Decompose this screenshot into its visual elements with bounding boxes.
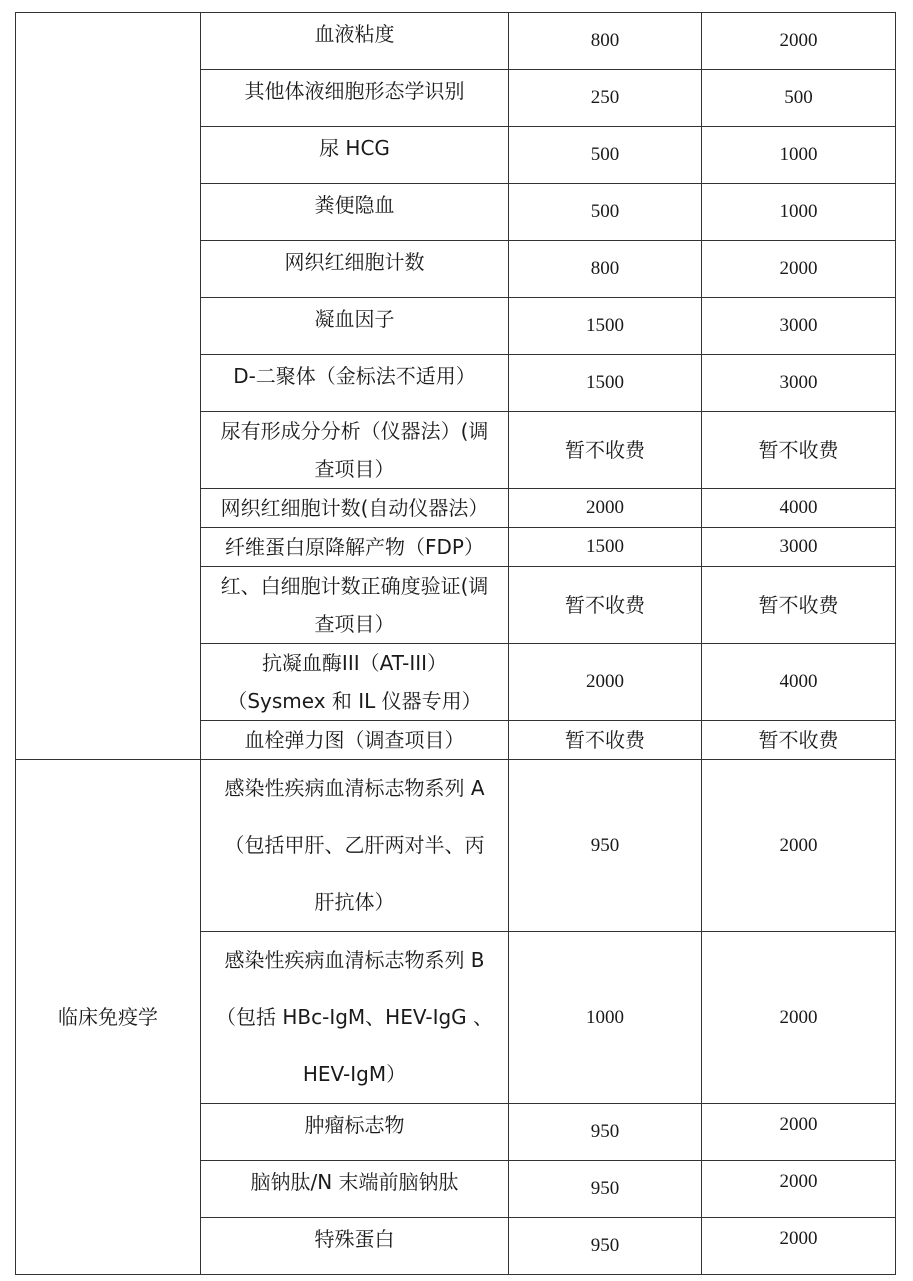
price-a-cell: 暂不收费 bbox=[509, 567, 702, 644]
item-line: 尿有形成分分析（仪器法）(调 bbox=[220, 419, 489, 443]
price-b-cell: 2000 bbox=[702, 932, 896, 1104]
item-cell bbox=[201, 412, 509, 489]
price-b-cell: 2000 bbox=[702, 1104, 896, 1161]
item-cell: 凝血因子 bbox=[201, 298, 509, 355]
price-a-cell: 950 bbox=[509, 760, 702, 932]
item-line: 抗凝血酶III（AT-III） bbox=[261, 651, 448, 675]
price-a-cell: 暂不收费 bbox=[509, 412, 702, 489]
item-cell: D-二聚体（金标法不适用） bbox=[201, 355, 509, 412]
price-b-cell: 4000 bbox=[702, 489, 896, 528]
item-line: 红、白细胞计数正确度验证(调 bbox=[220, 574, 489, 598]
price-a-cell: 2000 bbox=[509, 644, 702, 721]
price-a-cell: 500 bbox=[509, 184, 702, 241]
item-cell: 血栓弹力图（调查项目） bbox=[201, 721, 509, 760]
price-b-cell: 1000 bbox=[702, 127, 896, 184]
item-cell: 网织红细胞计数 bbox=[201, 241, 509, 298]
price-a-cell: 800 bbox=[509, 241, 702, 298]
price-b-cell: 2000 bbox=[702, 241, 896, 298]
price-b-cell: 3000 bbox=[702, 355, 896, 412]
price-a-cell: 1000 bbox=[509, 932, 702, 1104]
price-a-cell: 1500 bbox=[509, 298, 702, 355]
item-cell: 脑钠肽/N 末端前脑钠肽 bbox=[201, 1161, 509, 1218]
price-a-cell: 950 bbox=[509, 1104, 702, 1161]
item-line: （包括 HBc-IgM、HEV-IgG 、 bbox=[215, 1005, 494, 1029]
price-a-cell: 500 bbox=[509, 127, 702, 184]
item-line: 感染性疾病血清标志物系列 A bbox=[224, 776, 485, 800]
item-line: 查项目） bbox=[314, 612, 395, 636]
item-line: HEV-IgM） bbox=[302, 1062, 407, 1086]
price-b-cell: 3000 bbox=[702, 298, 896, 355]
price-b-cell: 3000 bbox=[702, 528, 896, 567]
price-a-cell: 950 bbox=[509, 1218, 702, 1275]
price-b-cell: 2000 bbox=[702, 760, 896, 932]
price-a-cell: 暂不收费 bbox=[509, 721, 702, 760]
item-line: 肝抗体） bbox=[314, 890, 395, 914]
table-row bbox=[16, 760, 896, 932]
price-b-cell: 500 bbox=[702, 70, 896, 127]
price-a-cell: 1500 bbox=[509, 528, 702, 567]
price-a-cell: 800 bbox=[509, 13, 702, 70]
item-cell bbox=[201, 644, 509, 721]
item-line: 感染性疾病血清标志物系列 B bbox=[224, 948, 485, 972]
item-line: （包括甲肝、乙肝两对半、丙 bbox=[224, 833, 485, 857]
price-b-cell: 暂不收费 bbox=[702, 412, 896, 489]
item-cell bbox=[201, 760, 509, 932]
item-cell: 特殊蛋白 bbox=[201, 1218, 509, 1275]
price-a-cell: 1500 bbox=[509, 355, 702, 412]
item-cell bbox=[201, 567, 509, 644]
item-cell: 纤维蛋白原降解产物（FDP） bbox=[201, 528, 509, 567]
price-b-cell: 2000 bbox=[702, 1161, 896, 1218]
price-b-cell: 2000 bbox=[702, 1218, 896, 1275]
fee-table bbox=[15, 12, 896, 1275]
item-cell: 其他体液细胞形态学识别 bbox=[201, 70, 509, 127]
item-cell: 肿瘤标志物 bbox=[201, 1104, 509, 1161]
price-b-cell: 1000 bbox=[702, 184, 896, 241]
item-cell: 血液粘度 bbox=[201, 13, 509, 70]
item-cell: 网织红细胞计数(自动仪器法） bbox=[201, 489, 509, 528]
item-cell: 尿 HCG bbox=[201, 127, 509, 184]
price-a-cell: 2000 bbox=[509, 489, 702, 528]
item-line: （Sysmex 和 IL 仪器专用） bbox=[227, 689, 482, 713]
item-cell: 粪便隐血 bbox=[201, 184, 509, 241]
price-b-cell: 暂不收费 bbox=[702, 721, 896, 760]
item-cell bbox=[201, 932, 509, 1104]
item-line: 查项目） bbox=[314, 457, 395, 481]
category-cell: 临床免疫学 bbox=[16, 760, 201, 1275]
category-cell bbox=[16, 13, 201, 760]
price-a-cell: 950 bbox=[509, 1161, 702, 1218]
price-b-cell: 暂不收费 bbox=[702, 567, 896, 644]
table-row bbox=[16, 13, 896, 70]
price-b-cell: 4000 bbox=[702, 644, 896, 721]
price-b-cell: 2000 bbox=[702, 13, 896, 70]
price-a-cell: 250 bbox=[509, 70, 702, 127]
